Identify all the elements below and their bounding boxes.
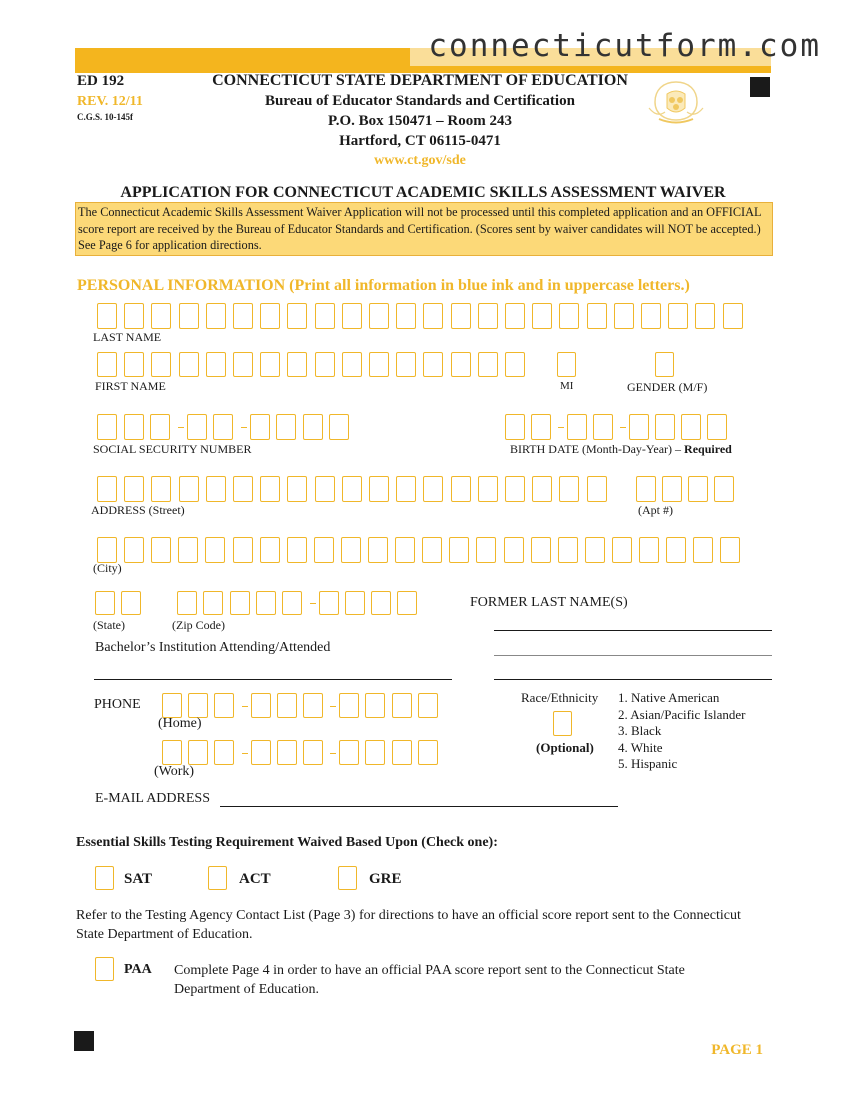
ssn-label: SOCIAL SECURITY NUMBER: [93, 442, 252, 456]
char-box[interactable]: [532, 476, 552, 502]
former-name-line-1[interactable]: [494, 630, 772, 631]
char-box[interactable]: [315, 476, 335, 502]
agency-city: Hartford, CT 06115-0471: [339, 133, 501, 149]
email-label: E-MAIL ADDRESS: [95, 791, 210, 806]
gender-box[interactable]: [655, 352, 674, 377]
char-box[interactable]: [178, 537, 198, 563]
char-box[interactable]: [418, 740, 438, 765]
char-box[interactable]: [206, 476, 226, 502]
char-box[interactable]: [505, 352, 525, 377]
char-box[interactable]: [614, 303, 634, 329]
home-phone-label: (Home): [158, 716, 202, 731]
char-box[interactable]: [478, 303, 498, 329]
char-box[interactable]: [179, 303, 199, 329]
char-box[interactable]: [230, 591, 250, 615]
char-box[interactable]: [276, 414, 296, 440]
char-box[interactable]: [303, 414, 323, 440]
char-box[interactable]: [365, 693, 385, 718]
race-option: 3. Black: [618, 723, 662, 738]
form-code: ED 192: [77, 73, 125, 89]
paa-text: Complete Page 4 in order to have an official PAA score report sent to the Connecticut State Department of Education.: [174, 963, 685, 997]
form-id-block: [77, 73, 143, 122]
char-box[interactable]: [451, 352, 471, 377]
char-box[interactable]: [260, 303, 280, 329]
char-box[interactable]: [97, 414, 117, 440]
gre-checkbox[interactable]: [338, 866, 357, 890]
separator-dash: [242, 753, 248, 754]
race-option: 1. Native American: [618, 690, 720, 705]
char-box[interactable]: [124, 537, 144, 563]
sat-checkbox[interactable]: [95, 866, 114, 890]
separator-dash: [178, 427, 184, 428]
char-box[interactable]: [342, 303, 362, 329]
char-box[interactable]: [97, 303, 117, 329]
phone-label: PHONE: [94, 697, 141, 712]
former-last-name-label: FORMER LAST NAME(S): [470, 595, 628, 610]
char-box[interactable]: [287, 476, 307, 502]
form-revision: REV. 12/11: [77, 94, 143, 109]
char-box[interactable]: [681, 414, 701, 440]
char-box[interactable]: [188, 693, 208, 718]
char-box[interactable]: [233, 476, 253, 502]
char-box[interactable]: [151, 537, 171, 563]
separator-dash: [241, 427, 247, 428]
char-box[interactable]: [342, 352, 362, 377]
char-box[interactable]: [188, 740, 208, 765]
char-box[interactable]: [369, 352, 389, 377]
char-box[interactable]: [532, 303, 552, 329]
char-box[interactable]: [478, 476, 498, 502]
zip-label: (Zip Code): [172, 618, 225, 632]
separator-dash: [242, 706, 248, 707]
char-box[interactable]: [423, 303, 443, 329]
char-box[interactable]: [256, 591, 276, 615]
char-box[interactable]: [639, 537, 659, 563]
agency-bureau: Bureau of Educator Standards and Certification: [265, 93, 575, 109]
char-box[interactable]: [505, 414, 525, 440]
char-box[interactable]: [695, 303, 715, 329]
race-label: Race/Ethnicity: [521, 690, 599, 705]
separator-dash: [330, 706, 336, 707]
state-seal-icon: [645, 78, 707, 124]
char-box[interactable]: [629, 414, 649, 440]
char-box[interactable]: [662, 476, 682, 502]
birth-date-label: BIRTH DATE (Month-Day-Year) – Required: [510, 442, 732, 456]
char-box[interactable]: [206, 303, 226, 329]
char-box[interactable]: [339, 693, 359, 718]
separator-dash: [330, 753, 336, 754]
char-box[interactable]: [124, 352, 144, 377]
char-box[interactable]: [303, 693, 323, 718]
char-box[interactable]: [214, 740, 234, 765]
form-statute: C.G.S. 10-145f: [77, 112, 133, 122]
city-label: (City): [93, 561, 122, 575]
char-box[interactable]: [162, 740, 182, 765]
testing-heading: Essential Skills Testing Requirement Waived Based Upon (Check one):: [76, 835, 498, 850]
agency-website: www.ct.gov/sde: [374, 153, 466, 168]
char-box[interactable]: [531, 537, 551, 563]
char-box[interactable]: [150, 414, 170, 440]
char-box[interactable]: [396, 352, 416, 377]
char-box[interactable]: [162, 693, 182, 718]
char-box[interactable]: [124, 414, 144, 440]
char-box[interactable]: [203, 591, 223, 615]
char-box[interactable]: [342, 476, 362, 502]
application-title: APPLICATION FOR CONNECTICUT ACADEMIC SKILLS ASSESSMENT WAIVER: [120, 184, 726, 201]
char-box[interactable]: [418, 693, 438, 718]
address-label: ADDRESS (Street): [91, 503, 185, 517]
race-option: 5. Hispanic: [618, 756, 678, 771]
act-label: ACT: [239, 871, 271, 887]
former-name-line-3[interactable]: [494, 679, 772, 680]
char-box[interactable]: [206, 352, 226, 377]
char-box[interactable]: [177, 591, 197, 615]
char-box[interactable]: [559, 303, 579, 329]
char-box[interactable]: [315, 352, 335, 377]
bachelor-institution-label: Bachelor’s Institution Attending/Attended: [95, 640, 331, 655]
char-box[interactable]: [369, 303, 389, 329]
work-phone-label: (Work): [154, 764, 195, 779]
refer-text: Refer to the Testing Agency Contact List (Page 3) for directions to have an official score report sent to the Connecticut State Department of Education.: [76, 908, 741, 942]
char-box[interactable]: [260, 537, 280, 563]
char-box[interactable]: [95, 591, 115, 615]
char-box[interactable]: [636, 476, 656, 502]
char-box[interactable]: [558, 537, 578, 563]
char-box[interactable]: [422, 537, 442, 563]
char-box[interactable]: [179, 476, 199, 502]
paa-checkbox[interactable]: [95, 957, 114, 981]
char-box[interactable]: [213, 414, 233, 440]
char-box[interactable]: [187, 414, 207, 440]
char-box[interactable]: [368, 537, 388, 563]
char-box[interactable]: [531, 414, 551, 440]
middle-initial-box[interactable]: [557, 352, 576, 377]
char-box[interactable]: [319, 591, 339, 615]
personal-info-heading: PERSONAL INFORMATION (Print all information in blue ink and in uppercase letters.): [77, 277, 690, 294]
agency-name: CONNECTICUT STATE DEPARTMENT OF EDUCATION: [212, 72, 628, 89]
char-box[interactable]: [714, 476, 734, 502]
race-optional-label: (Optional): [536, 740, 594, 755]
char-box[interactable]: [587, 476, 607, 502]
char-box[interactable]: [97, 476, 117, 502]
char-box[interactable]: [260, 476, 280, 502]
char-box[interactable]: [233, 537, 253, 563]
char-box[interactable]: [329, 414, 349, 440]
act-checkbox[interactable]: [208, 866, 227, 890]
char-box[interactable]: [478, 352, 498, 377]
char-box[interactable]: [451, 303, 471, 329]
char-box[interactable]: [250, 414, 270, 440]
agency-block: [190, 71, 650, 171]
char-box[interactable]: [277, 740, 297, 765]
char-box[interactable]: [277, 693, 297, 718]
char-box[interactable]: [451, 476, 471, 502]
char-box[interactable]: [688, 476, 708, 502]
first-name-label: FIRST NAME: [95, 379, 166, 393]
char-box[interactable]: [151, 352, 171, 377]
char-box[interactable]: [371, 591, 391, 615]
email-line[interactable]: [220, 806, 618, 807]
char-box[interactable]: [593, 414, 613, 440]
page-number: PAGE 1: [711, 1042, 763, 1058]
processing-notice: The Connecticut Academic Skills Assessment Waiver Application will not be processed until this completed application and an OFFICIAL score report are received by the Bureau of Educator Standards and Certification. (Scores sent by waiver candidates will NOT be accepted.) See Page 6 for application directions.: [75, 202, 773, 256]
state-label: (State): [93, 618, 125, 632]
paa-label: PAA: [124, 962, 152, 977]
race-option: 2. Asian/Pacific Islander: [618, 706, 746, 722]
char-box[interactable]: [97, 537, 117, 563]
char-box[interactable]: [97, 352, 117, 377]
race-option: 4. White: [618, 739, 663, 755]
char-box[interactable]: [666, 537, 686, 563]
char-box[interactable]: [505, 476, 525, 502]
char-box[interactable]: [504, 537, 524, 563]
char-box[interactable]: [559, 476, 579, 502]
separator-dash: [620, 427, 626, 428]
registration-mark: [74, 1031, 94, 1051]
char-box[interactable]: [124, 303, 144, 329]
char-box[interactable]: [369, 476, 389, 502]
char-box[interactable]: [423, 352, 443, 377]
char-box[interactable]: [287, 537, 307, 563]
char-box[interactable]: [449, 537, 469, 563]
char-box[interactable]: [395, 537, 415, 563]
char-box[interactable]: [655, 414, 675, 440]
char-box[interactable]: [282, 591, 302, 615]
mi-label: MI: [560, 380, 574, 392]
char-box[interactable]: [214, 693, 234, 718]
char-box[interactable]: [397, 591, 417, 615]
char-box[interactable]: [693, 537, 713, 563]
char-box[interactable]: [287, 352, 307, 377]
watermark: connecticutform.com: [428, 28, 821, 64]
char-box[interactable]: [341, 537, 361, 563]
char-box[interactable]: [205, 537, 225, 563]
char-box[interactable]: [233, 303, 253, 329]
char-box[interactable]: [585, 537, 605, 563]
race-options-list: [618, 690, 745, 773]
char-box[interactable]: [260, 352, 280, 377]
char-box[interactable]: [151, 476, 171, 502]
char-box[interactable]: [303, 740, 323, 765]
char-box[interactable]: [121, 591, 141, 615]
char-box[interactable]: [720, 537, 740, 563]
registration-mark: [750, 77, 770, 97]
race-box[interactable]: [553, 711, 572, 736]
char-box[interactable]: [668, 303, 688, 329]
char-box[interactable]: [251, 693, 271, 718]
bachelor-institution-line[interactable]: [94, 679, 452, 680]
char-box[interactable]: [476, 537, 496, 563]
char-box[interactable]: [179, 352, 199, 377]
char-box[interactable]: [396, 476, 416, 502]
char-box[interactable]: [612, 537, 632, 563]
char-box[interactable]: [423, 476, 443, 502]
char-box[interactable]: [707, 414, 727, 440]
char-box[interactable]: [392, 693, 412, 718]
agency-pobox: P.O. Box 150471 – Room 243: [327, 113, 513, 129]
sat-label: SAT: [124, 871, 153, 887]
char-box[interactable]: [587, 303, 607, 329]
former-name-line-2[interactable]: [494, 655, 772, 656]
char-box[interactable]: [233, 352, 253, 377]
separator-dash: [310, 603, 316, 604]
char-box[interactable]: [124, 476, 144, 502]
apt-label: (Apt #): [638, 503, 673, 517]
char-box[interactable]: [339, 740, 359, 765]
char-box[interactable]: [505, 303, 525, 329]
char-box[interactable]: [641, 303, 661, 329]
char-box[interactable]: [287, 303, 307, 329]
gender-label: GENDER (M/F): [627, 380, 708, 394]
gre-label: GRE: [369, 871, 402, 887]
char-box[interactable]: [251, 740, 271, 765]
char-box[interactable]: [392, 740, 412, 765]
char-box[interactable]: [345, 591, 365, 615]
char-box[interactable]: [314, 537, 334, 563]
last-name-label: LAST NAME: [93, 330, 162, 344]
separator-dash: [558, 427, 564, 428]
char-box[interactable]: [396, 303, 416, 329]
char-box[interactable]: [723, 303, 743, 329]
char-box[interactable]: [567, 414, 587, 440]
char-box[interactable]: [315, 303, 335, 329]
char-box[interactable]: [365, 740, 385, 765]
char-box[interactable]: [151, 303, 171, 329]
